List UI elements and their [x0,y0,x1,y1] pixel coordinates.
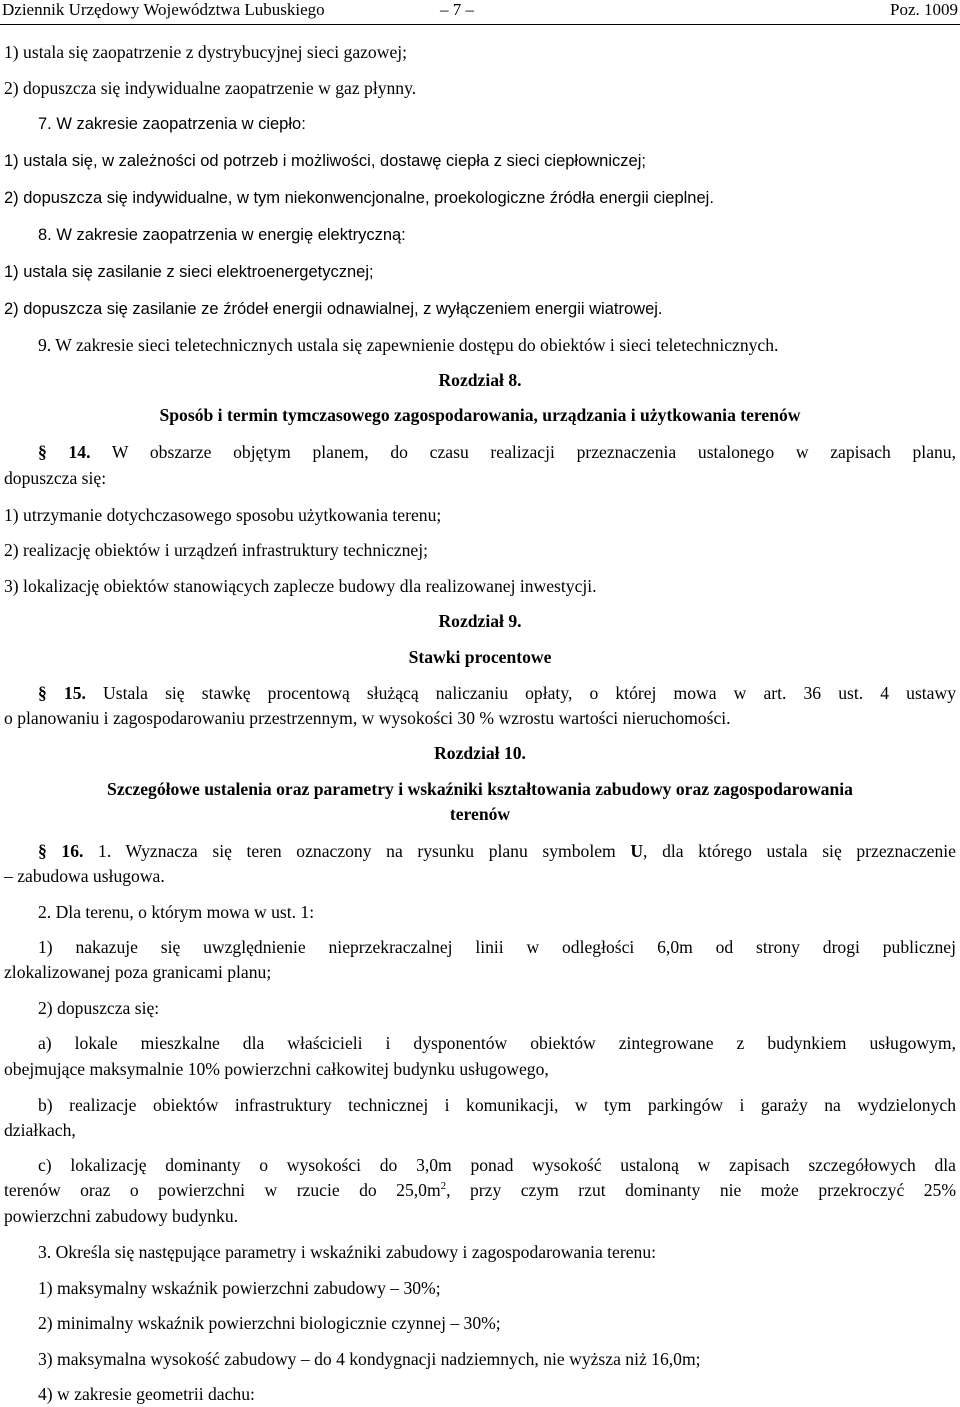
position-number: Poz. 1009 [890,0,958,19]
paragraph: b) realizacje obiektów infrastruktury technicznej i komunikacji, w tym parkingów i garaży na wydzielonych [38,1095,956,1115]
chapter-subtitle: Szczegółowe ustalenia oraz parametry i wskaźniki kształtowania zabudowy oraz zagospodarowania [107,779,853,799]
paragraph: zlokalizowanej poza granicami planu; [4,962,272,982]
paragraph: 2) dopuszcza się indywidualne, w tym niekonwencjonalne, proekologiczne źródła energii cieplnej. [4,189,714,207]
paragraph: 1) nakazuje się uwzględnienie nieprzekraczalnej linii w odległości 6,0m od strony drogi publicznej [38,937,956,957]
paragraph: § 16. 1. Wyznacza się teren oznaczony na rysunku planu symbolem U, dla którego ustala się przeznaczenie [38,841,956,861]
paragraph: 2) dopuszcza się: [38,998,160,1018]
paragraph: obejmujące maksymalnie 10% powierzchni całkowitej budynku usługowego, [4,1059,549,1079]
paragraph: o planowaniu i zagospodarowaniu przestrzennym, w wysokości 30 % wzrostu wartości nieruchomości. [4,708,731,728]
paragraph: 1) ustala się, w zależności od potrzeb i możliwości, dostawę ciepła z sieci ciepłowniczej; [4,152,646,170]
paragraph: § 14. W obszarze objętym planem, do czasu realizacji przeznaczenia ustalonego w zapisach planu, [38,442,956,462]
chapter-subtitle: Sposób i termin tymczasowego zagospodarowania, urządzania i użytkowania terenów [159,405,801,425]
paragraph: terenów oraz o powierzchni w rzucie do $25,0m^2$, przy czym rzut dominanty nie może przekroczyć 25% [4,1180,956,1200]
page-header [0,0,960,25]
paragraph: 3. Określa się następujące parametry i wskaźniki zabudowy i zagospodarowania terenu: [38,1242,656,1262]
paragraph: 1) utrzymanie dotychczasowego sposobu użytkowania terenu; [4,505,442,525]
paragraph: a) lokale mieszkalne dla właścicieli i dysponentów obiektów zintegrowane z budynkiem usługowym, [38,1033,956,1053]
paragraph: 2) dopuszcza się indywidualne zaopatrzenie w gaz płynny. [4,78,417,98]
paragraph: 9. W zakresie sieci teletechnicznych ustala się zapewnienie dostępu do obiektów i sieci teletechnicznych. [38,335,779,355]
chapter-subtitle: terenów [449,804,511,824]
paragraph: działkach, [4,1120,76,1140]
paragraph: powierzchni zabudowy budynku. [4,1206,239,1226]
paragraph: 2) dopuszcza się zasilanie ze źródeł energii odnawialnej, z wyłączeniem energii wiatrowej. [4,300,663,318]
paragraph: 2) realizację obiektów i urządzeń infrastruktury technicznej; [4,540,429,560]
paragraph: – zabudowa usługowa. [4,866,165,886]
journal-title: Dziennik Urzędowy Województwa Lubuskiego [2,0,325,19]
paragraph: 7. W zakresie zaopatrzenia w ciepło: [38,115,306,133]
paragraph: 2) minimalny wskaźnik powierzchni biologicznie czynnej – 30%; [38,1313,501,1333]
paragraph: 3) maksymalna wysokość zabudowy – do 4 kondygnacji nadziemnych, nie wyższa niż 16,0m; [38,1349,701,1369]
paragraph: 2. Dla terenu, o którym mowa w ust. 1: [38,902,315,922]
paragraph: § 15. Ustala się stawkę procentową służącą naliczaniu opłaty, o której mowa w art. 36 ust. 4 ustawy [38,683,956,703]
paragraph: c) lokalizację dominanty o wysokości do 3,0m ponad wysokość ustaloną w zapisach szczegółowych dla [38,1155,956,1175]
chapter-title: Rozdział 8. [438,370,522,390]
paragraph: 3) lokalizację obiektów stanowiących zaplecze budowy dla realizowanej inwestycji. [4,576,597,596]
page-number: – 7 – [440,0,474,19]
chapter-title: Rozdział 9. [438,611,522,631]
chapter-title: Rozdział 10. [434,743,526,763]
paragraph: 1) ustala się zasilanie z sieci elektroenergetycznej; [4,263,374,281]
paragraph: 8. W zakresie zaopatrzenia w energię elektryczną: [38,226,406,244]
paragraph: 1) maksymalny wskaźnik powierzchni zabudowy – 30%; [38,1278,441,1298]
paragraph: 4) w zakresie geometrii dachu: [38,1384,255,1404]
paragraph: 1) ustala się zaopatrzenie z dystrybucyjnej sieci gazowej; [4,42,408,62]
chapter-subtitle: Stawki procentowe [408,647,552,667]
paragraph: dopuszcza się: [4,468,107,488]
